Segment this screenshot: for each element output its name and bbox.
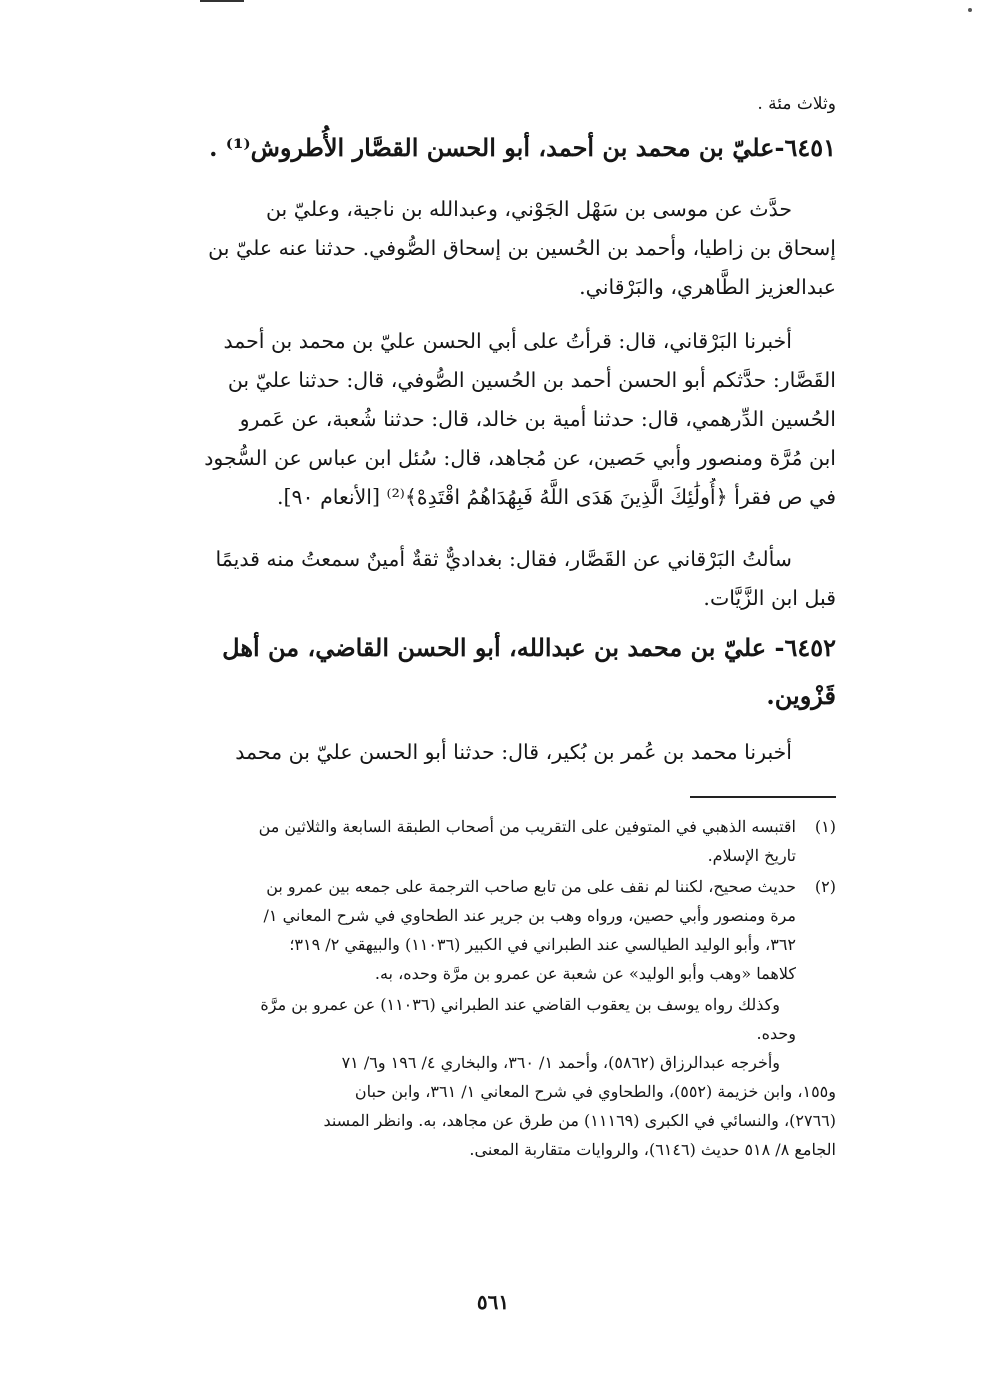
paragraph-line: إسحاق بن زاطيا، وأحمد بن الحُسين بن إسحاق الصُّوفي. حدثنا عنه عليّ بن	[208, 236, 836, 260]
paragraph-line: ابن مُرَّة ومنصور وأبي حَصين، عن مُجاهد، قال: سُئل ابن عباس عن السُّجود	[204, 446, 836, 470]
footnote-line: وحده.	[756, 1024, 796, 1043]
carry-over-text	[130, 90, 836, 118]
footnote-number: (١)	[814, 817, 836, 836]
footnote-line: اقتبسه الذهبي في المتوفين على التقريب من أصحاب الطبقة السابعة والثلاثين من	[258, 817, 796, 836]
footnote-number: (٢)	[814, 877, 836, 896]
paragraph-line: أخبرنا البَرْقاني، قال: قرأتُ على أبي الحسن عليّ بن محمد بن أحمد	[223, 329, 792, 353]
entry-6451-paragraph-3	[130, 540, 836, 618]
footnote-separator	[690, 796, 836, 798]
paragraph-line: سألتُ البَرْقاني عن القَصَّار، فقال: بغداديٌّ ثقةٌ أمينٌ سمعتُ منه قديمًا	[215, 547, 792, 571]
footnote-line: تاريخ الإسلام.	[707, 846, 796, 865]
entry-heading-line: ٦٤٥٢- عليّ بن محمد بن عبدالله، أبو الحسن القاضي، من أهل	[222, 633, 836, 662]
footnote-2	[130, 872, 836, 988]
footnote-line: ٣٦٢، وأبو الوليد الطيالسي عند الطبراني في الكبير (١١٠٣٦) والبيهقي ٢/ ٣١٩؛	[289, 935, 796, 954]
footnote-line: وكذلك رواه يوسف بن يعقوب القاضي عند الطبراني (١١٠٣٦) عن عمرو بن مرَّة	[260, 995, 780, 1014]
entry-6452-paragraph-1	[130, 733, 836, 772]
entry-heading-line: ٦٤٥١-عليّ بن محمد بن أحمد، أبو الحسن القصَّار الأُطروش⁽¹⁾ .	[209, 133, 836, 162]
entry-6451-paragraph-2	[130, 322, 836, 517]
footnote-1	[130, 812, 836, 870]
entry-6451-heading	[130, 124, 836, 172]
entry-6452-heading	[130, 624, 836, 720]
scan-mark	[968, 8, 972, 12]
paragraph-line: حدَّث عن موسى بن سَهْل الجَوْني، وعبدالله بن ناجية، وعليّ بن	[265, 197, 792, 221]
paragraph-line: عبدالعزيز الطَّاهري، والبَرْقاني.	[579, 275, 836, 299]
footnote-2-paragraph-3	[130, 1048, 836, 1164]
footnote-line: حديث صحيح، لكننا لم نقف على من تابع صاحب الترجمة على جمعه بين عمرو بن	[266, 877, 796, 896]
footnote-2-paragraph-2	[130, 990, 836, 1048]
paragraph-line: الحُسين الدِّرهمي، قال: حدثنا أمية بن خالد، قال: حدثنا شُعبة، عن عَمرو	[239, 407, 836, 431]
footnote-line: (٢٧٦٦)، والنسائي في الكبرى (١١١٦٩) من طرق عن مجاهد، به. وانظر المسند	[323, 1111, 836, 1130]
footnote-line: مرة ومنصور وأبي حصين، ورواه وهب بن جرير عند الطحاوي في شرح المعاني ١/	[263, 906, 796, 925]
quran-quote-line: في ص فقرأ ﴿أُولَٰئِكَ الَّذِينَ هَدَى اللَّهُ فَبِهُدَاهُمُ اقْتَدِهْ﴾⁽²⁾ [الأنعام ٩٠].	[277, 485, 836, 509]
footnote-line: و١٥٥، وابن خزيمة (٥٥٢)، والطحاوي في شرح المعاني ١/ ٣٦١، وابن حبان	[354, 1082, 836, 1101]
top-rule	[200, 0, 244, 2]
paragraph-line: القَصَّار: حدَّثكم أبو الحسن أحمد بن الحُسين الصُّوفي، قال: حدثنا عليّ بن	[227, 368, 836, 392]
footnote-line: وأخرجه عبدالرزاق (٥٨٦٢)، وأحمد ١/ ٣٦٠، والبخاري ٤/ ١٩٦ و٦/ ٧١	[341, 1053, 780, 1072]
paragraph-line: أخبرنا محمد بن عُمر بن بُكير، قال: حدثنا أبو الحسن عليّ بن محمد	[235, 740, 792, 764]
page-number: ٥٦١	[476, 1290, 510, 1314]
entry-6451-paragraph-1	[130, 190, 836, 307]
footnote-line: الجامع ٨/ ٥١٨ حديث (٦١٤٦)، والروايات متقاربة المعنى.	[469, 1140, 836, 1159]
paragraph-line: قبل ابن الزَّيَّات.	[703, 586, 836, 610]
carry-over-line: وثلاث مئة .	[757, 94, 836, 114]
footnotes	[130, 812, 836, 1164]
entry-heading-line: قَزْوين.	[766, 681, 836, 710]
footnote-line: كلاهما «وهب وأبو الوليد» عن شعبة عن عمرو بن مرَّة وحده، به.	[374, 964, 796, 983]
